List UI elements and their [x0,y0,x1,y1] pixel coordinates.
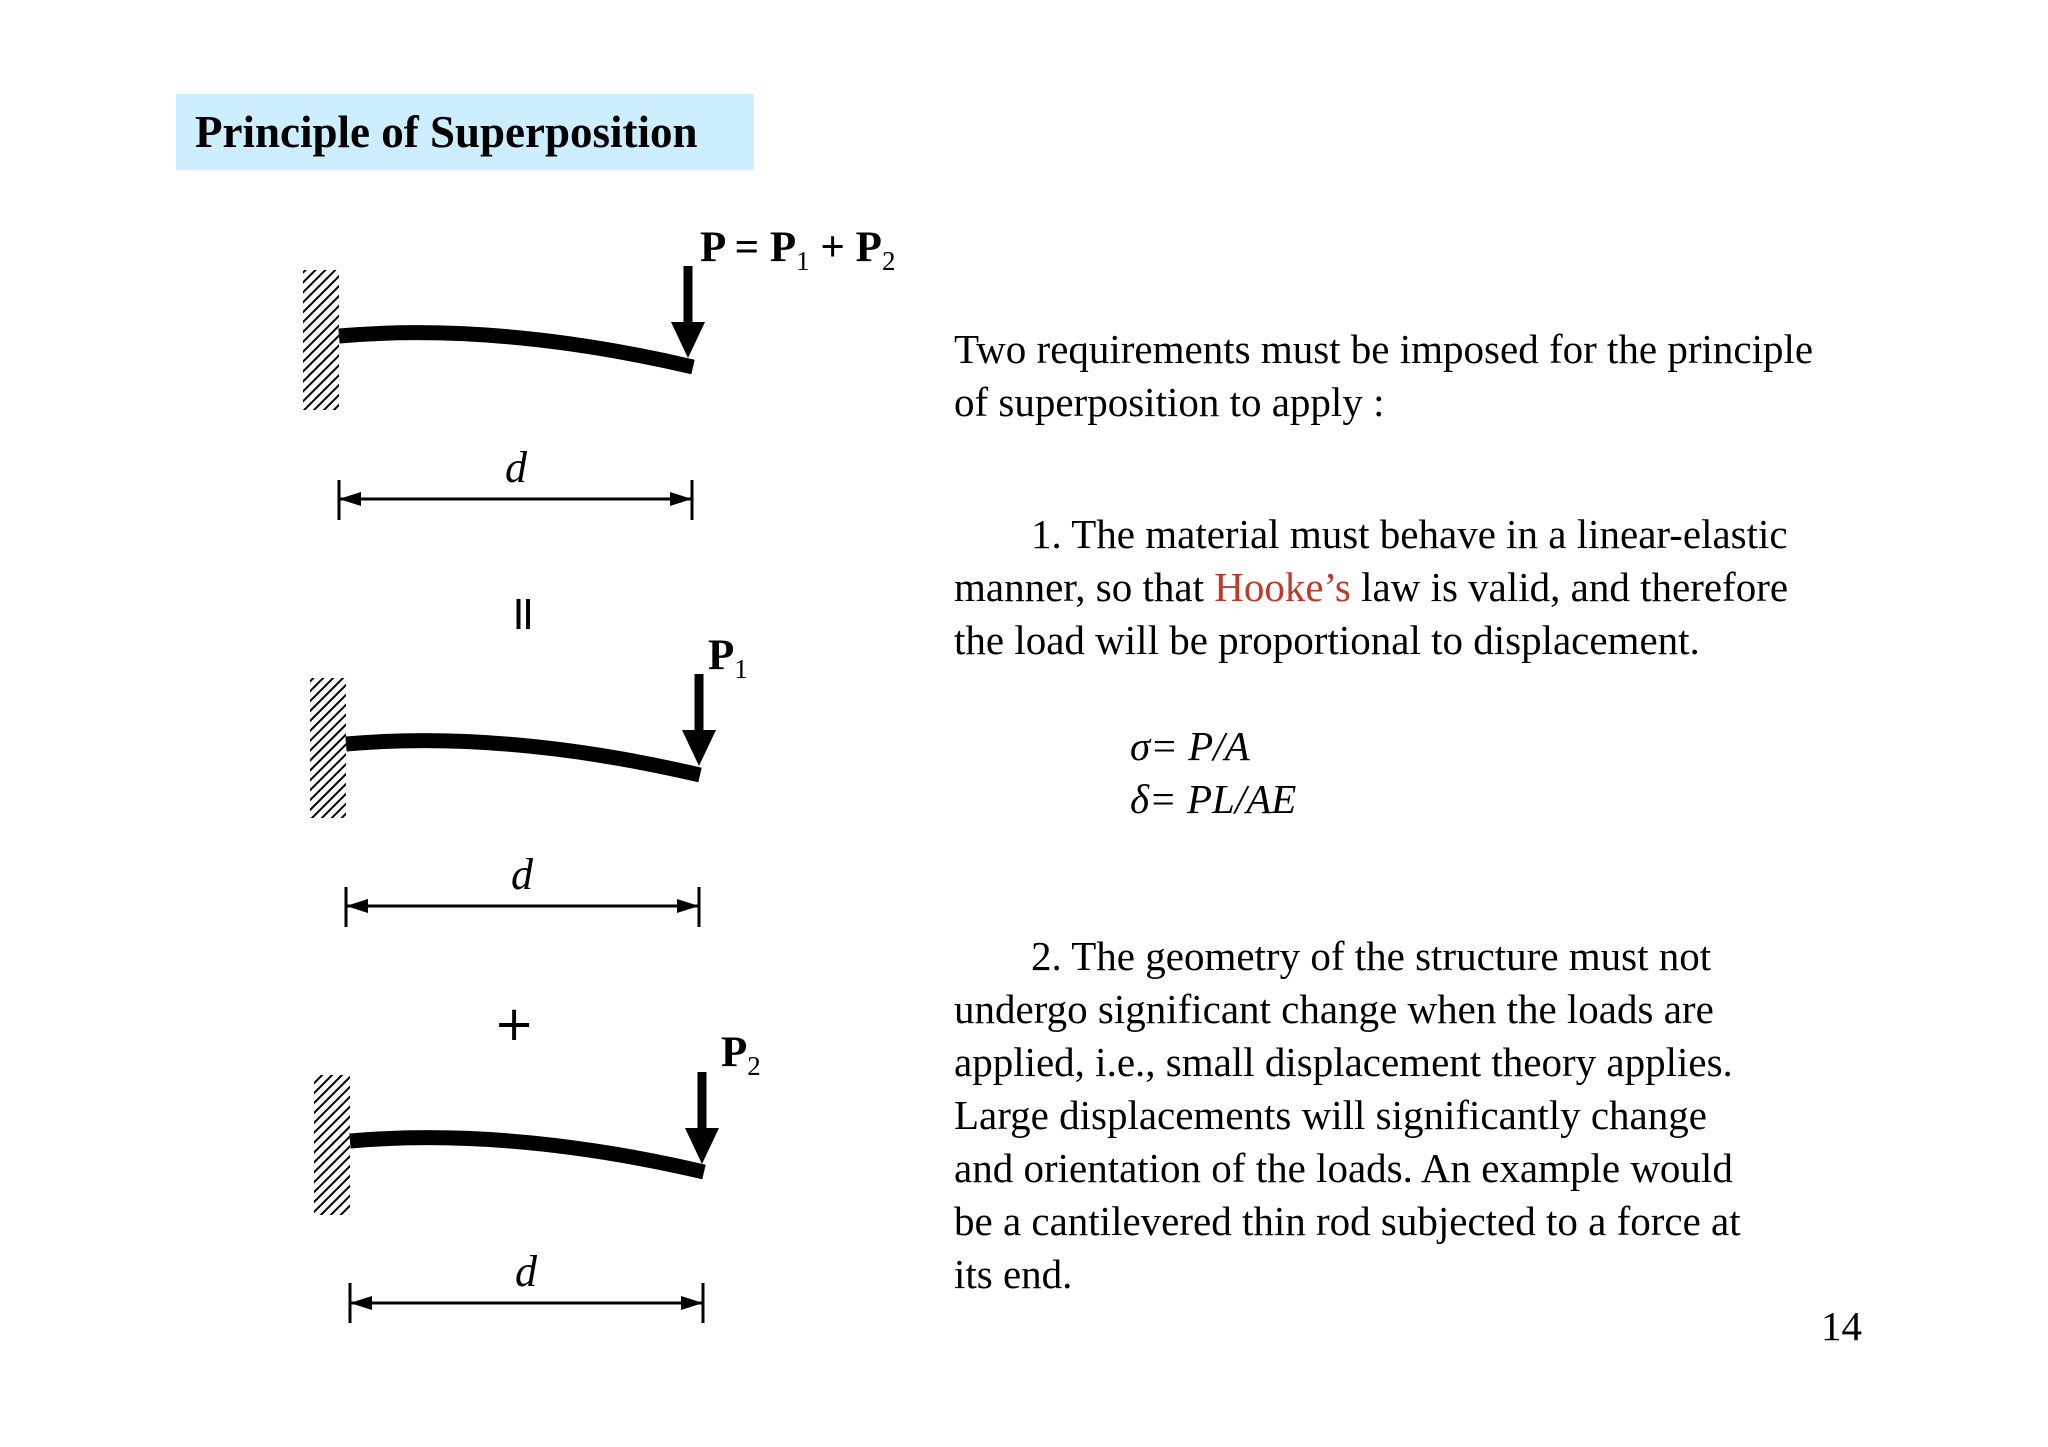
hookes-law-highlight: Hooke’s [1214,564,1351,610]
fixed-support-3 [314,1075,350,1215]
fixed-support-2 [310,678,346,818]
load-label-total: $P = P_1 + P_2$ [700,224,896,276]
beam-1 [339,333,693,367]
page-title: Principle of Superposition [195,106,698,157]
load-label-p2: $P_2$ [721,1029,761,1081]
requirement-2: 2. The geometry of the structure must not undergo significant change when the loads are applied, i.e., small displacement theory applies. Large displacements will significantly change and orientation of the loads. An example would be a cantilevered thin rod subjected to a force at its end. [954,933,1741,1297]
equals-sign: = [496,593,553,635]
fixed-support-1 [303,270,339,410]
load-label-p1: $P_1$ [708,632,748,684]
plus-sign: + [494,996,535,1052]
load-arrowhead-3 [685,1128,719,1164]
formula-stress: σ= P/A [1130,723,1250,769]
requirement-1: 1. The material must behave in a linear-elastic manner, so that Hooke’s law is valid, and therefore the load will be proportional to displacement. [954,511,1789,663]
beam-2 [346,741,700,775]
dimension-label-1: d [505,443,527,492]
load-arrowhead-1 [671,322,705,358]
intro-text: Two requirements must be imposed for the principle of superposition to apply : [954,326,1814,425]
load-arrowhead-2 [682,730,716,766]
formula-displacement: δ= PL/AE [1130,776,1297,822]
beam-1-group [303,266,705,520]
dimension-label-2: d [511,850,533,899]
page-number: 14 [1821,1303,1862,1349]
beam-3 [350,1138,704,1172]
dimension-label-3: d [515,1247,537,1296]
